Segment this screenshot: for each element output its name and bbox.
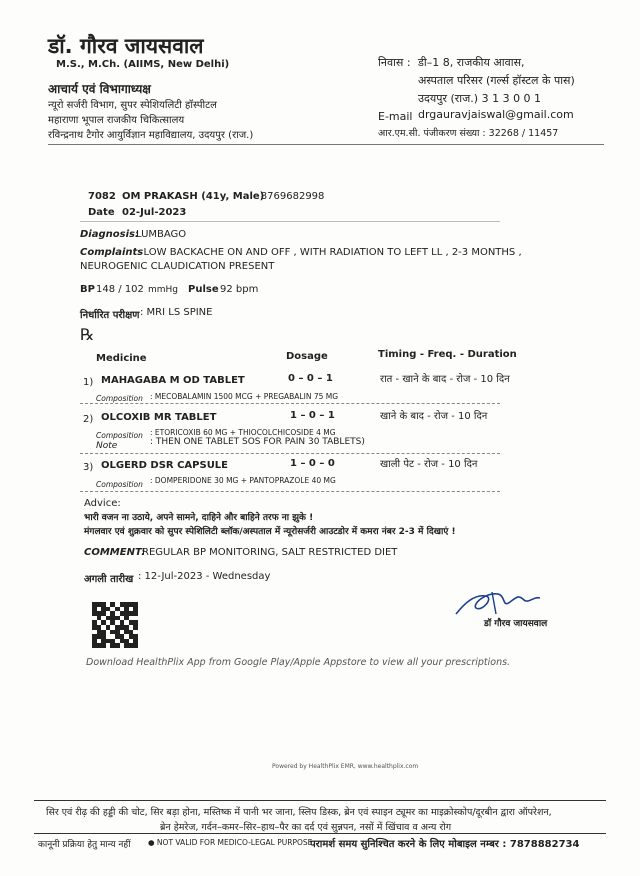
address-line2: अस्पताल परिसर (गर्ल्स हॉस्टल के पास)	[418, 74, 575, 87]
complaints-line1: : LOW BACKACHE ON AND OFF , WITH RADIATION TO LEFT LL , 2-3 MONTHS ,	[137, 247, 522, 258]
advice-label: Advice:	[84, 498, 121, 509]
footer-services-line2: ब्रेन हेमरेज, गर्दन–कमर–सिर–हाथ–पैर का दर्द एवं सुन्नपन, नसों में खिंचाव व अन्य रोग	[160, 822, 452, 833]
registration-number: आर.एम.सी. पंजीकरण संख्या : 32268 / 11457	[378, 128, 559, 139]
powered-by: Powered by HealthPlix EMR, www.healthplix.com	[272, 763, 419, 770]
doctor-designation: आचार्य एवं विभागाध्यक्ष	[48, 82, 151, 96]
med2-timing: खाने के बाद - रोज - 10 दिन	[380, 411, 488, 422]
footer-divider	[34, 833, 606, 834]
med1-num: 1)	[83, 377, 94, 388]
med2-note: : THEN ONE TABLET SOS FOR PAIN 30 TABLETS)	[150, 437, 365, 447]
complaints-label: Complaints	[80, 247, 144, 258]
med1-composition-label: Composition	[96, 394, 143, 403]
legal-notice-hindi: कानूनी प्रक्रिया हेतु मान्य नहीं	[38, 840, 131, 850]
patient-id: 7082	[88, 191, 116, 202]
investigation-value: : MRI LS SPINE	[140, 307, 213, 318]
med1-dosage: 0 – 0 – 1	[288, 373, 333, 384]
visit-date: 02-Jul-2023	[122, 207, 187, 218]
col-medicine: Medicine	[96, 353, 147, 364]
diagnosis-value: LUMBAGO	[136, 229, 187, 240]
med1-name: MAHAGABA M OD TABLET	[101, 375, 245, 386]
med2-composition-label: Composition	[96, 431, 143, 440]
pulse-value: 92 bpm	[220, 284, 259, 295]
bp-value: 148 / 102	[96, 284, 144, 295]
med3-num: 3)	[83, 462, 94, 473]
address-line1: डी–1 8, राजकीय आवास,	[418, 56, 525, 69]
comment-value: REGULAR BP MONITORING, SALT RESTRICTED DIET	[142, 547, 398, 558]
col-timing: Timing - Freq. - Duration	[378, 349, 517, 360]
med3-composition-label: Composition	[96, 480, 143, 489]
med2-name: OLCOXIB MR TABLET	[101, 412, 217, 423]
diagnosis-label: Diagnosis:	[80, 229, 139, 240]
row-divider	[80, 403, 500, 404]
med1-composition: : MECOBALAMIN 1500 MCG + PREGABALIN 75 MG	[150, 392, 339, 401]
email-address[interactable]: drgauravjaiswal@gmail.com	[418, 108, 574, 121]
patient-divider	[80, 221, 500, 222]
med3-composition: : DOMPERIDONE 30 MG + PANTOPRAZOLE 40 MG	[150, 476, 336, 485]
app-promo-text[interactable]: Download HealthPlix App from Google Play/Apple Appstore to view all your prescriptions.	[86, 657, 511, 668]
row-divider	[80, 491, 500, 492]
qr-code[interactable]	[92, 602, 138, 648]
followup-label: अगली तारीख	[84, 574, 134, 585]
patient-phone: - 8769682998	[254, 191, 325, 202]
med2-dosage: 1 – 0 – 1	[290, 410, 335, 421]
med2-note-label: Note	[96, 441, 118, 451]
bp-label: BP	[80, 284, 95, 295]
complaints-line2: NEUROGENIC CLAUDICATION PRESENT	[80, 261, 275, 272]
col-dosage: Dosage	[286, 351, 328, 362]
rx-icon: ℞	[80, 325, 95, 344]
med1-timing: रात - खाने के बाद - रोज - 10 दिन	[380, 374, 510, 385]
med3-name: OLGERD DSR CAPSULE	[101, 460, 229, 471]
date-label: Date	[88, 207, 115, 218]
doctor-college: रविन्द्रनाथ टैगोर आयुर्विज्ञान महाविद्यालय, उदयपुर (राज.)	[48, 130, 254, 141]
footer-services-line1: सिर एवं रीढ़ की हड्डी की चोट, सिर बड़ा होना, मस्तिष्क में पानी भर जाना, स्लिप डिस्क, ब्रेन एवं स्पाइन ट्यूमर का माइक्रोस्कोप/दूरबीन द्वारा ऑपरेशन,	[46, 807, 552, 818]
doctor-name: डॉ. गौरव जायसवाल	[48, 34, 204, 58]
doctor-department: न्यूरो सर्जरी विभाग, सुपर स्पेशियलिटी हॉस्पीटल	[48, 100, 217, 111]
address-line3: उदयपुर (राज.) 3 1 3 0 0 1	[418, 92, 542, 105]
followup-value: : 12-Jul-2023 - Wednesday	[138, 571, 271, 582]
investigation-label: निर्धारित परीक्षण	[80, 310, 140, 321]
appointment-phone[interactable]: परामर्श समय सुनिश्चित करने के लिए मोबाइल नम्बर : 7878882734	[310, 839, 580, 850]
bp-unit: mmHg	[148, 285, 179, 295]
med2-composition: : ETORICOXIB 60 MG + THIOCOLCHICOSIDE 4 MG	[150, 428, 336, 437]
patient-name: OM PRAKASH (41y, Male)	[122, 191, 265, 202]
footer-divider	[34, 800, 606, 801]
legal-notice-english: ● NOT VALID FOR MEDICO-LEGAL PURPOSE	[148, 838, 313, 847]
header-divider	[48, 144, 604, 145]
med3-timing: खाली पेट - रोज - 10 दिन	[380, 459, 478, 470]
residence-label: निवास :	[378, 56, 411, 69]
comment-label: COMMENT:	[84, 547, 146, 558]
med2-num: 2)	[83, 414, 94, 425]
doctor-degrees: M.S., M.Ch. (AIIMS, New Delhi)	[56, 59, 230, 70]
advice-line1: भारी वजन ना उठाये, अपने सामने, दाहिने और बाहिने तरफ ना झुके !	[84, 513, 314, 523]
email-label: E-mail	[378, 110, 413, 123]
row-divider	[80, 453, 500, 454]
doctor-hospital: महाराणा भूपाल राजकीय चिकित्सालय	[48, 115, 185, 126]
med3-dosage: 1 – 0 – 0	[290, 458, 335, 469]
pulse-label: Pulse	[188, 284, 219, 295]
signature-name: डॉ गौरव जायसवाल	[484, 619, 548, 629]
advice-line2: मंगलवार एवं शुक्रवार को सुपर स्पेशिलिटी ब्लॉक/अस्पताल में न्यूरोसर्जरी आउटडोर में कमरा नंबर 2-3 में दिखाएं !	[84, 527, 456, 537]
